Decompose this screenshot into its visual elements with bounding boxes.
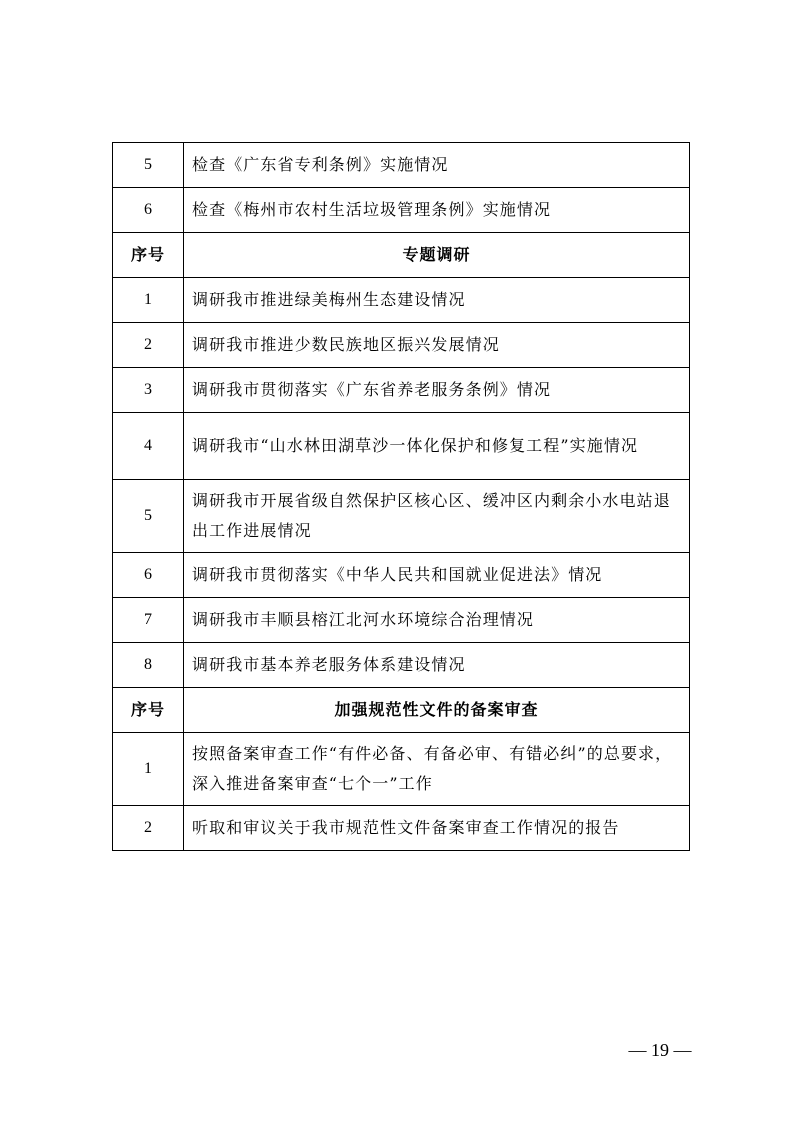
row-text: 调研我市贯彻落实《广东省养老服务条例》情况	[184, 368, 690, 413]
table-row	[113, 598, 690, 643]
row-number: 2	[113, 806, 184, 851]
table-row	[113, 806, 690, 851]
table-row	[113, 188, 690, 233]
row-text: 调研我市推进少数民族地区振兴发展情况	[184, 323, 690, 368]
row-text: 调研我市基本养老服务体系建设情况	[184, 643, 690, 688]
page-number: — 19 —	[628, 1040, 692, 1060]
table-row	[113, 323, 690, 368]
section-header-row	[113, 233, 690, 278]
row-text: 检查《广东省专利条例》实施情况	[184, 143, 690, 188]
column-header-number: 序号	[113, 688, 184, 733]
row-text: 调研我市“山水林田湖草沙一体化保护和修复工程”实施情况	[184, 413, 690, 480]
table-row	[113, 643, 690, 688]
row-number: 3	[113, 368, 184, 413]
row-number: 7	[113, 598, 184, 643]
row-text: 检查《梅州市农村生活垃圾管理条例》实施情况	[184, 188, 690, 233]
table-row	[113, 278, 690, 323]
row-number: 4	[113, 413, 184, 480]
column-header-number: 序号	[113, 233, 184, 278]
row-text: 听取和审议关于我市规范性文件备案审查工作情况的报告	[184, 806, 690, 851]
row-text: 调研我市推进绿美梅州生态建设情况	[184, 278, 690, 323]
row-number: 6	[113, 188, 184, 233]
work-plan-table	[112, 142, 690, 851]
row-number: 1	[113, 733, 184, 806]
table-row	[113, 143, 690, 188]
table-row	[113, 733, 690, 806]
row-text: 调研我市丰顺县榕江北河水环境综合治理情况	[184, 598, 690, 643]
row-number: 1	[113, 278, 184, 323]
row-number: 2	[113, 323, 184, 368]
row-text: 调研我市贯彻落实《中华人民共和国就业促进法》情况	[184, 553, 690, 598]
row-number: 5	[113, 480, 184, 553]
section-title: 加强规范性文件的备案审查	[184, 688, 690, 733]
table-row	[113, 553, 690, 598]
row-number: 8	[113, 643, 184, 688]
section-header-row	[113, 688, 690, 733]
row-text: 按照备案审查工作“有件必备、有备必审、有错必纠”的总要求，深入推进备案审查“七个一”工作	[184, 733, 690, 806]
row-number: 5	[113, 143, 184, 188]
table-row	[113, 413, 690, 480]
row-number: 6	[113, 553, 184, 598]
row-text: 调研我市开展省级自然保护区核心区、缓冲区内剩余小水电站退出工作进展情况	[184, 480, 690, 553]
table-row	[113, 368, 690, 413]
table-row	[113, 480, 690, 553]
section-title: 专题调研	[184, 233, 690, 278]
